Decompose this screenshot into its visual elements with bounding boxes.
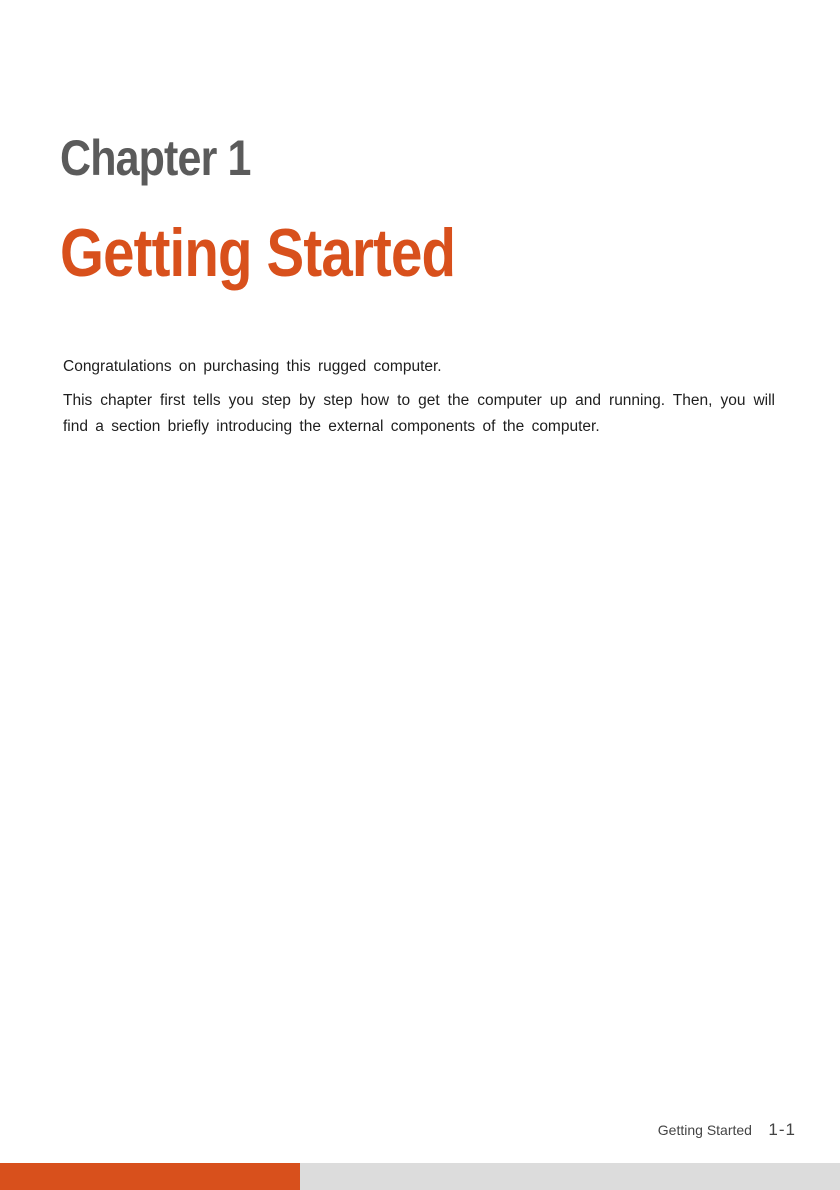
intro-paragraph: Congratulations on purchasing this rugged computer. (63, 358, 442, 375)
page-number: 1-1 (768, 1120, 796, 1139)
page-footer (658, 1120, 796, 1140)
chapter-label: Chapter 1 (60, 130, 251, 186)
overview-paragraph: This chapter first tells you step by step how to get the computer up and running. Then, you will find a section briefly introducing the external components of the computer. (63, 392, 775, 435)
footer-bar (0, 1163, 840, 1190)
body-text (63, 354, 775, 448)
footer-chapter-title: Getting Started (657, 1122, 752, 1138)
chapter-title: Getting Started (60, 215, 456, 291)
footer-bar-accent (0, 1163, 300, 1190)
